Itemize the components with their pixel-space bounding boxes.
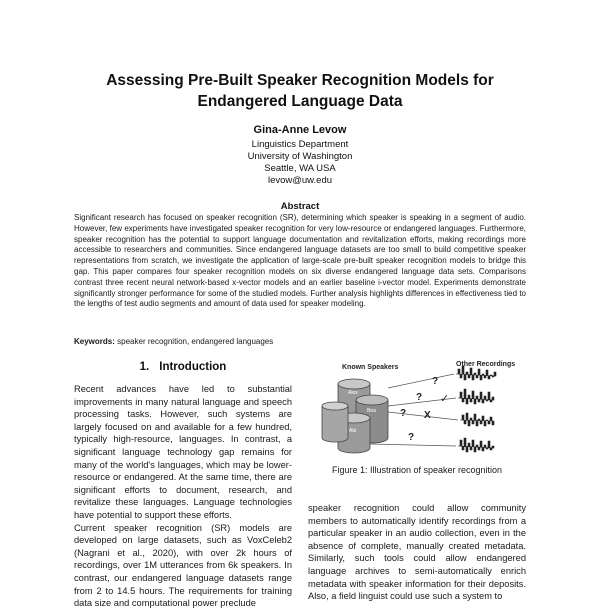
match-question-1: ? <box>432 376 439 387</box>
author-location: Seattle, WA USA <box>264 163 336 174</box>
section-heading <box>74 361 292 373</box>
right-column-text: speaker recognition could allow community members to automatically identify recordings from a particular speaker in an audio collection, even in the absence of complete, manually created metadata. Similarly, such tools could allow endangered language archives to semi-automatically enrich metadata with speaker information for their deposits. Also, a field linguist could use such a system to <box>308 503 526 602</box>
author-name: Gina-Anne Levow <box>253 124 347 136</box>
keywords-label: Keywords: <box>74 337 115 346</box>
keywords-value: speaker recognition, endangered languages <box>117 337 274 346</box>
speaker-recognition-figure <box>308 356 526 466</box>
section-title: Introduction <box>159 361 227 373</box>
figure-illustration <box>308 356 526 466</box>
author-department: Linguistics Department <box>251 139 349 150</box>
figure-label-known: Known Speakers <box>342 364 399 371</box>
abstract-heading: Abstract <box>280 201 320 212</box>
intro-paragraph-1: Recent advances have led to substantial improvements in many natural language and speech processing tasks. However, such systems are largely focused on and available for a few hundred, typically high-resource, languages. In contrast, a significant language technology gap remains for many of the world's languages, which may be lower-resource or endangered. At the same time, there are significant efforts to document, research, and revitalize these languages. Language technologies have potential to support these efforts. <box>74 384 292 520</box>
speaker-label-2: Bea <box>367 408 376 414</box>
speaker-label-3: Abi <box>349 428 357 434</box>
author-institution: University of Washington <box>247 151 353 162</box>
audio-waveform-icons <box>456 366 496 452</box>
match-cross-icon: X <box>424 410 431 421</box>
speaker-label-1: Alex <box>348 390 358 396</box>
keywords-line <box>74 337 526 346</box>
match-question-3: ? <box>400 408 407 419</box>
paper-title: Assessing Pre-Built Speaker Recognition Models for Endangered Language Data <box>106 72 494 110</box>
abstract-text: Significant research has focused on speaker recognition (SR), determining which speaker is speaking in a segment of audio. However, few experiments have investigated speaker recognition for very low-resource or endangered languages. Furthermore, speaker recognition has the potential to support language documentation and revitalization efforts, making recordings more accessible to researchers and communities. Since endangered language datasets are too small to build competitive speaker representations from scratch, we investigate the application of large-scale pre-built speaker recognition models to bridge this gap. This paper compares four speaker recognition models on six diverse endangered language data sets. Comparisons contrast three recent neural network-based x-vector models and an earlier baseline i-vector model. Experiments demonstrate significantly stronger performance for some of the studied models. Further analysis highlights differences in effectiveness tied to the lengths of test audio segments and amount of data used for speaker modeling. <box>74 213 526 309</box>
match-check-icon: ✓ <box>440 392 450 405</box>
author-email[interactable]: levow@uw.edu <box>267 175 333 186</box>
match-question-2: ? <box>416 392 423 403</box>
figure-label-other: Other Recordings <box>456 361 516 368</box>
match-question-4: ? <box>408 432 415 443</box>
left-column <box>74 383 292 610</box>
section-number: 1. <box>139 361 150 373</box>
intro-paragraph-2: Current speaker recognition (SR) models are developed on large datasets, such as VoxCeleb2 (Nagrani et al., 2020), with over 2k hours of recordings, over 1M utterances from 6k speakers. In contrast, our endangered language datasets range from 2 to 14.5 hours. The requirements for training data size and computational power preclude <box>74 522 292 609</box>
figure-caption: Figure 1: Illustration of speaker recognition <box>331 465 503 475</box>
